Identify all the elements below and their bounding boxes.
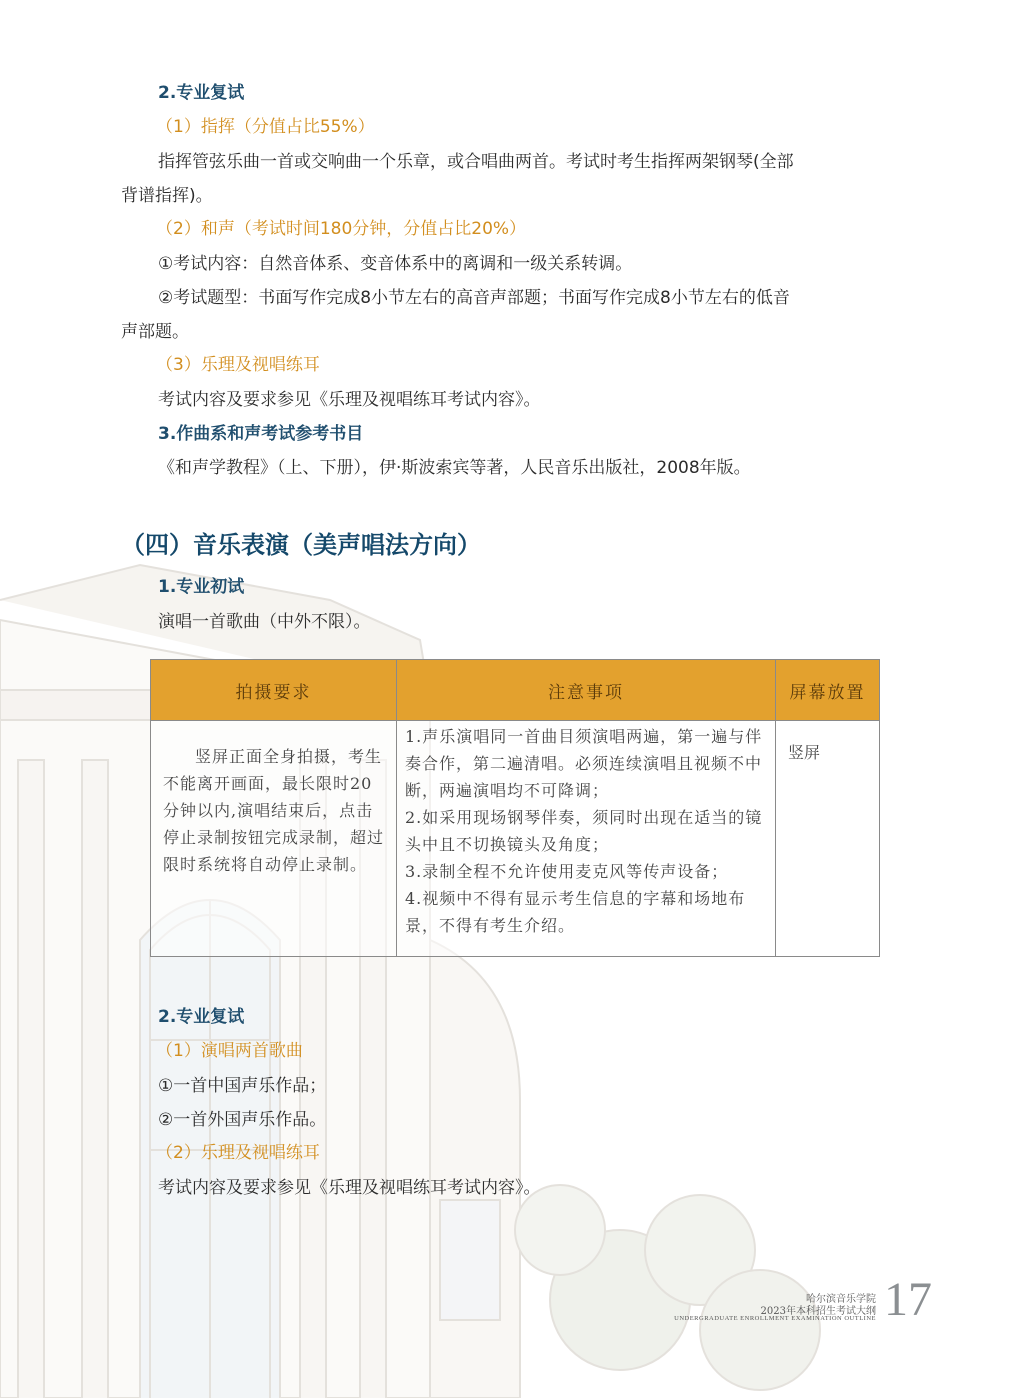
table-header-row [151,660,880,721]
table-row [151,721,880,957]
conducting-line-2: 背谱指挥)。 [121,186,213,206]
section-heading-vocal-performance: （四）音乐表演（美声唱法方向） [121,531,481,559]
header-screen-orientation: 屏幕放置 [776,660,880,721]
note-item: 1.声乐演唱同一首曲目须演唱两遍，第一遍与伴奏合作，第二遍清唱。必须连续演唱且视频不中断，两遍演唱均不可降调； [405,727,763,800]
item-harmony-title: （2）和声（考试时间180分钟，分值占比20%） [156,219,527,239]
subheading-reference-books: 3.作曲系和声考试参考书目 [158,424,364,444]
sing-item-chinese: ①一首中国声乐作品； [158,1076,327,1096]
item-theory-title-2: （2）乐理及视唱练耳 [156,1143,320,1163]
harmony-type-line-1: ②考试题型：书面写作完成8小节左右的高音声部题；书面写作完成8小节左右的低音 [158,288,790,308]
reference-books-text: 《和声学教程》（上、下册），伊·斯波索宾等著，人民音乐出版社，2008年版。 [158,458,751,478]
cell-shooting-requirements: 竖屏正面全身拍摄，考生不能离开画面，最长限时20分钟以内,演唱结束后，点击停止录制按钮完成录制，超过限时系统将自动停止录制。 [151,721,397,957]
footer-outline-title: 2023年本科招生考试大纲 [760,1306,876,1317]
subheading-preliminary: 1.专业初试 [158,577,245,597]
recording-requirements-table [150,659,880,957]
item-theory-title: （3）乐理及视唱练耳 [156,355,320,375]
harmony-type-line-2: 声部题。 [121,322,189,342]
theory-text-2: 考试内容及要求参见《乐理及视唱练耳考试内容》。 [158,1178,541,1198]
theory-text: 考试内容及要求参见《乐理及视唱练耳考试内容》。 [158,390,541,410]
header-notes: 注意事项 [397,660,776,721]
item-conducting-title: （1）指挥（分值占比55%） [156,117,375,137]
footer-outline-english: UNDERGRADUATE ENROLLMENT EXAMINATION OUTLINE [674,1315,876,1322]
preliminary-text: 演唱一首歌曲（中外不限）。 [158,612,371,632]
conducting-line-1: 指挥管弦乐曲一首或交响曲一个乐章，或合唱曲两首。考试时考生指挥两架钢琴(全部 [158,152,794,172]
cell-screen-orientation: 竖屏 [776,721,880,957]
item-sing-two-songs-title: （1）演唱两首歌曲 [156,1041,303,1061]
note-item: 4.视频中不得有显示考生信息的字幕和场地布景，不得有考生介绍。 [405,889,746,935]
footer-school-name: 哈尔滨音乐学院 [806,1294,876,1305]
subheading-retest: 2.专业复试 [158,83,245,103]
note-item: 2.如采用现场钢琴伴奏，须同时出现在适当的镜头中且不切换镜头及角度； [405,808,763,854]
subheading-retest-vocal: 2.专业复试 [158,1007,245,1027]
page-number: 17 [884,1273,932,1326]
cell-notes [397,721,776,957]
harmony-content: ①考试内容：自然音体系、变音体系中的离调和一级关系转调。 [158,254,633,274]
sing-item-foreign: ②一首外国声乐作品。 [158,1110,327,1130]
note-item: 3.录制全程不允许使用麦克风等传声设备； [405,862,729,881]
header-shooting-requirements: 拍摄要求 [151,660,397,721]
